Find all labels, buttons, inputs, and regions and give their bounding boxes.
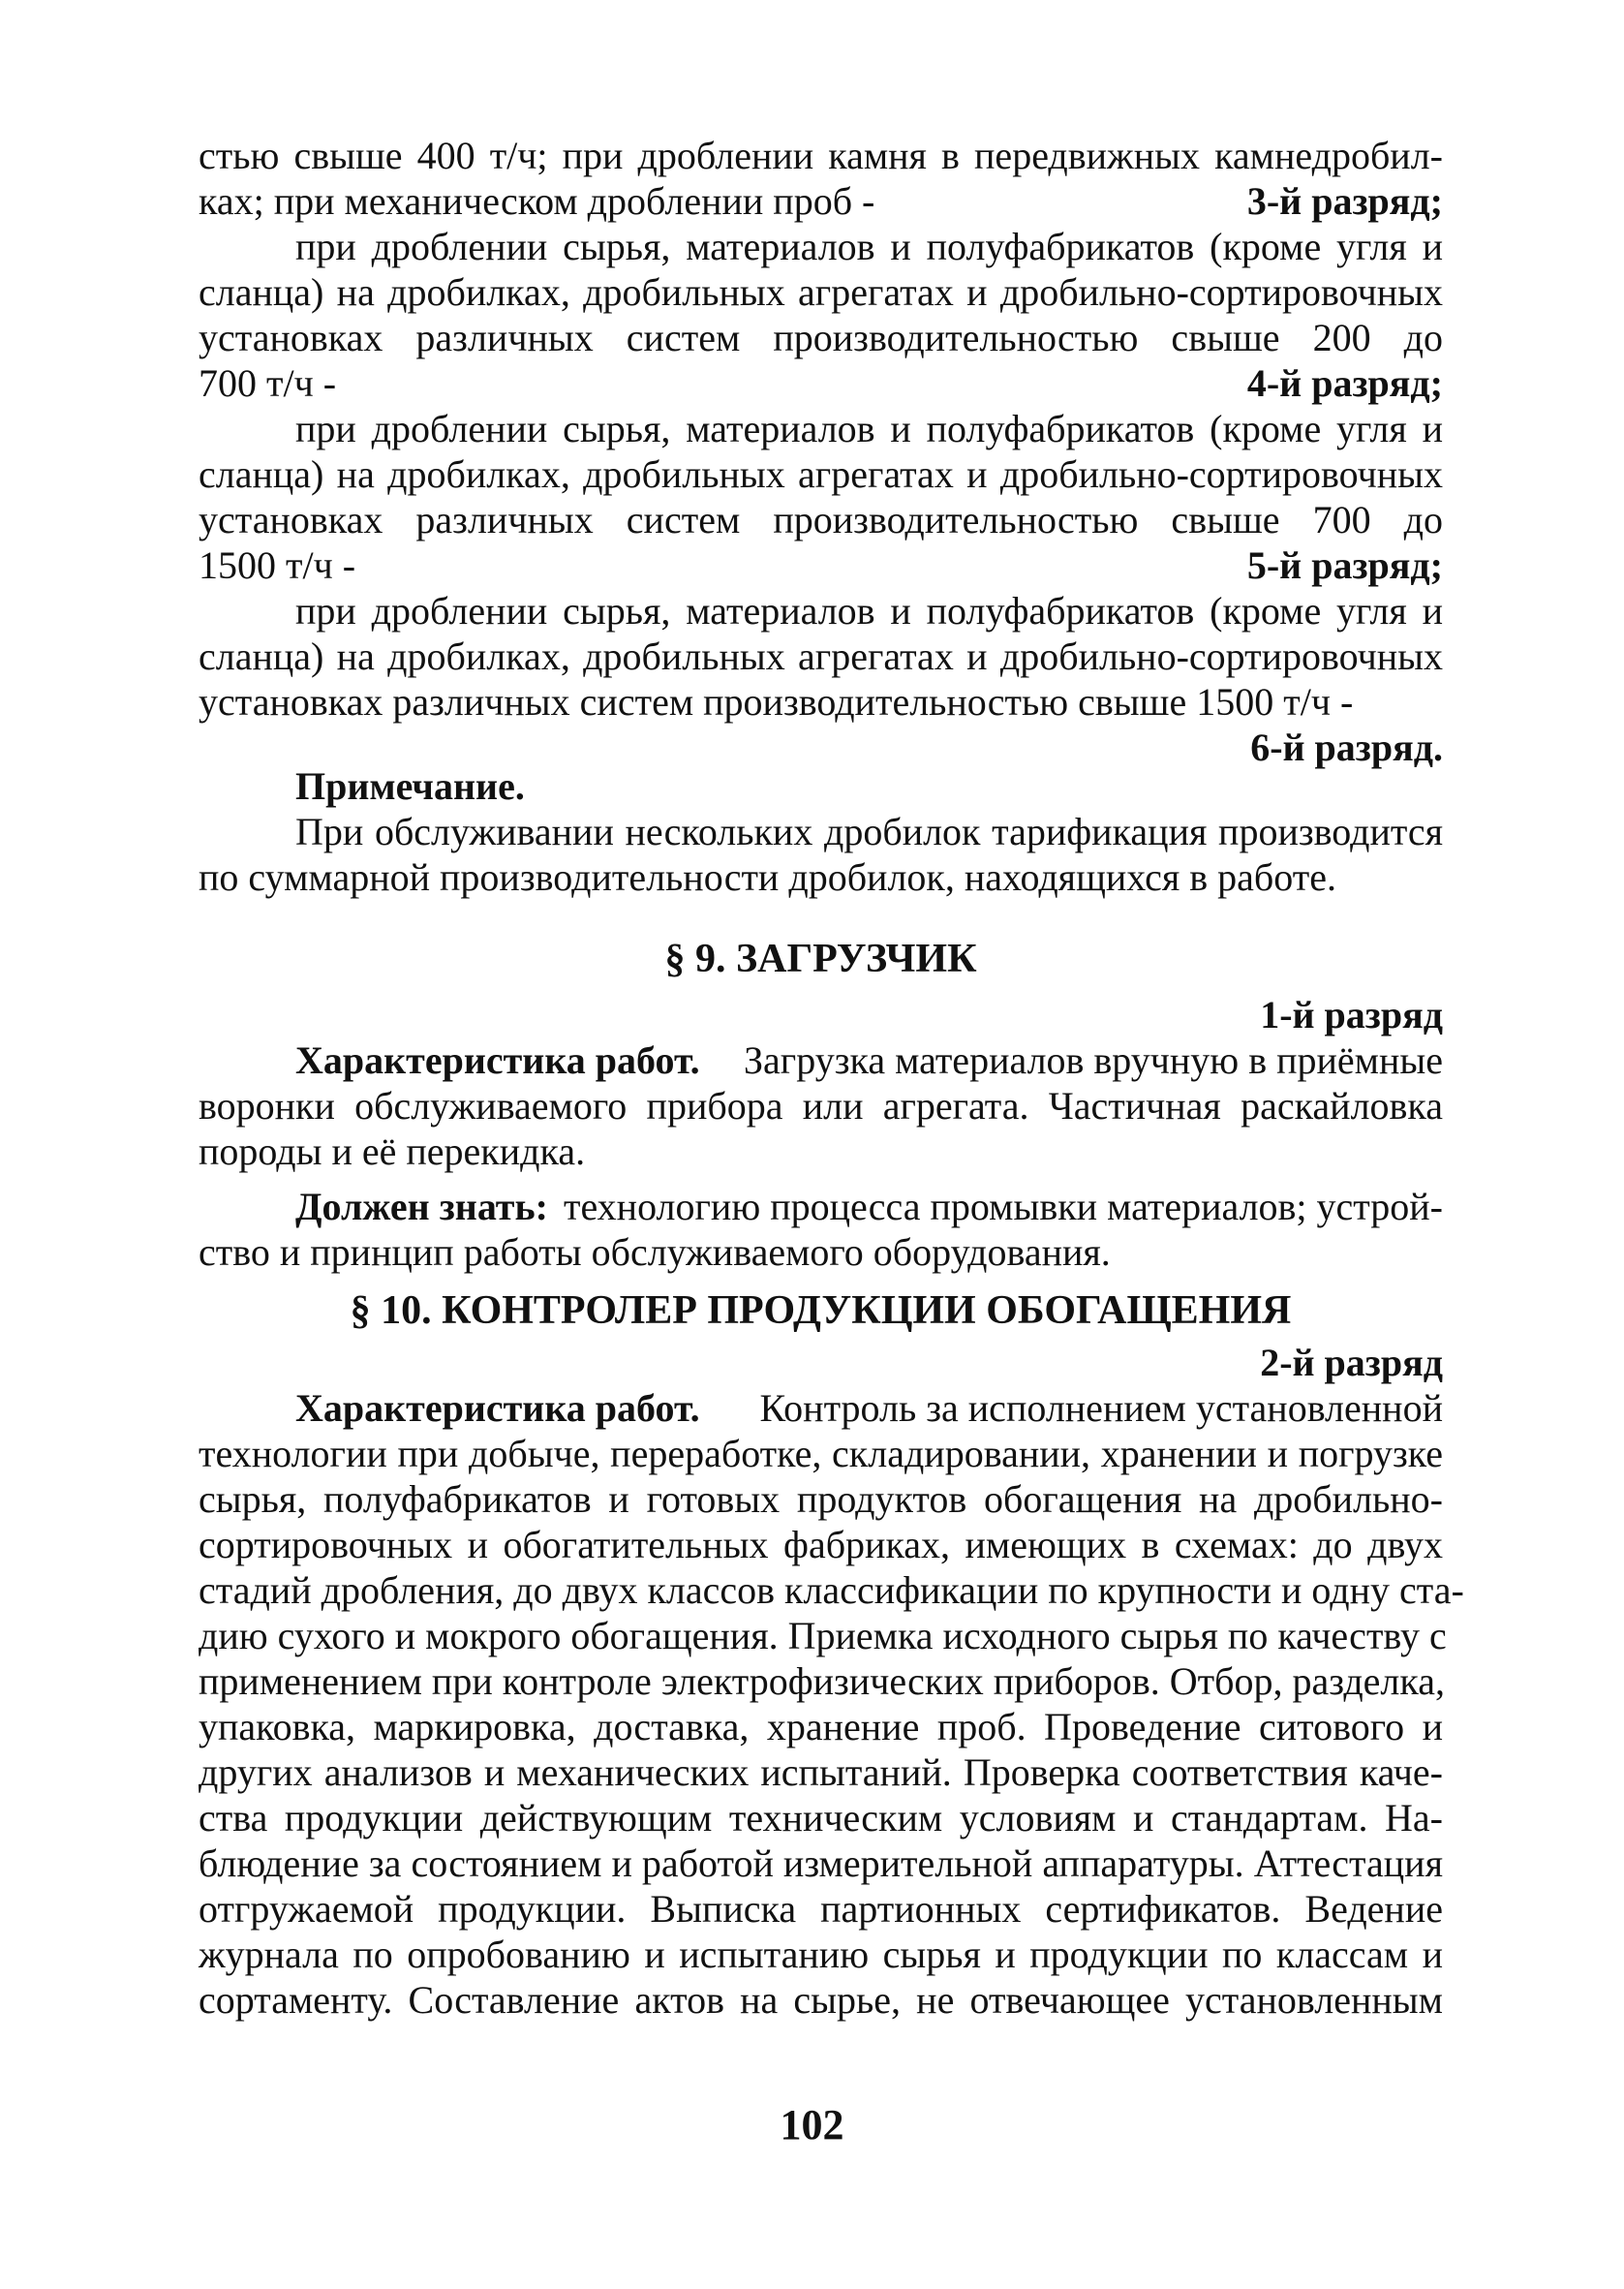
text-line [199,360,1443,406]
text-fragment: технологию процесса промывки материалов; устрой- [563,1185,1443,1228]
text-line: породы и её перекидка. [199,1129,586,1173]
text-line: отгружаемой продукции. Выписка партионных сертификатов. Ведение [199,1887,1443,1931]
grade-label: 5-й разряд; [1246,543,1443,587]
note-block [199,763,1443,900]
text-line: технологии при добыче, переработке, складировании, хранении и погрузке [199,1432,1443,1475]
text-line: сланца) на дробилках, дробильных агрегатах и дробильно-сортировочных [199,452,1443,496]
text-fragment: 1500 т/ч - [199,543,356,587]
tariff-block [199,133,1443,770]
must-know-label: Должен знать: [295,1185,548,1228]
text-line: ство и принцип работы обслуживаемого оборудования. [199,1230,1111,1274]
grade-label: 6-й разряд. [1250,726,1443,769]
text-line: блюдение за состоянием и работой измерительной аппаратуры. Аттестация [199,1841,1443,1885]
text-line: установках различных систем производительностью свыше 200 до [199,316,1443,359]
text-line: установках различных систем производительностью свыше 700 до [199,498,1443,541]
text-line: установках различных систем производительностью свыше 1500 т/ч - [199,680,1354,724]
section-heading: § 10. КОНТРОЛЕР ПРОДУКЦИИ ОБОГАЩЕНИЯ [350,1288,1292,1333]
page-number: 102 [780,2101,844,2149]
text-line: применением при контроле электрофизических приборов. Отбор, разделка, [199,1659,1445,1703]
characteristic-label: Характеристика работ. [295,1386,700,1430]
text-line: при дроблении сырья, материалов и полуфабрикатов (кроме угля и [295,589,1443,633]
text-line [199,1184,1443,1229]
text-line: других анализов и механических испытаний. Проверка соответствия каче- [199,1750,1443,1794]
grade-label: 2-й разряд [1260,1341,1443,1384]
text-line: по суммарной производительности дробилок, находящихся в работе. [199,855,1336,899]
text-fragment: ках; при механическом дроблении проб - [199,179,875,223]
text-line: сланца) на дробилках, дробильных агрегатах и дробильно-сортировочных [199,270,1443,314]
text-line [199,1385,1443,1431]
text-line: сортировочных и обогатительных фабриках, имеющих в схемах: до двух [199,1523,1443,1566]
section-9 [199,937,1443,1275]
note-title: Примечание. [295,764,525,808]
text-fragment: Контроль за исполнением установленной [759,1386,1443,1430]
text-line: воронки обслуживаемого прибора или агрегата. Частичная раскайловка [199,1084,1443,1128]
text-line: стадий дробления, до двух классов классификации по крупности и одну ста- [199,1568,1464,1612]
text-line: сланца) на дробилках, дробильных агрегатах и дробильно-сортировочных [199,634,1443,678]
text-line [199,542,1443,588]
text-line: при дроблении сырья, материалов и полуфабрикатов (кроме угля и [295,225,1443,268]
grade-label: 3-й разряд; [1246,179,1443,223]
characteristic-label: Характеристика работ. [295,1038,700,1082]
text-line: При обслуживании нескольких дробилок тарификация производится [295,810,1443,853]
text-line: упаковка, маркировка, доставка, хранение проб. Проведение ситового и [199,1705,1443,1748]
text-line: при дроблении сырья, материалов и полуфабрикатов (кроме угля и [295,407,1443,450]
text-fragment: Загрузка материалов вручную в приёмные [744,1038,1443,1082]
section-heading: § 9. ЗАГРУЗЧИК [664,937,977,981]
text-line [199,178,1443,224]
text-fragment: 700 т/ч - [199,361,337,405]
text-line: сортаменту. Составление актов на сырье, не отвечающее установленным [199,1978,1443,2022]
text-line: стью свыше 400 т/ч; при дроблении камня в передвижных камнедробил- [199,134,1443,177]
grade-label: 1-й разряд [1260,993,1443,1036]
grade-label: 4-й разряд; [1246,361,1443,405]
text-line [199,1037,1443,1083]
text-line: журнала по опробованию и испытанию сырья и продукции по классам и [199,1933,1443,1976]
section-10 [199,1288,1464,2023]
text-line: сырья, полуфабрикатов и готовых продуктов обогащения на дробильно- [199,1477,1443,1521]
text-line: дию сухого и мокрого обогащения. Приемка исходного сырья по качеству с [199,1614,1447,1657]
text-line: ства продукции действующим техническим условиям и стандартам. На- [199,1796,1443,1840]
